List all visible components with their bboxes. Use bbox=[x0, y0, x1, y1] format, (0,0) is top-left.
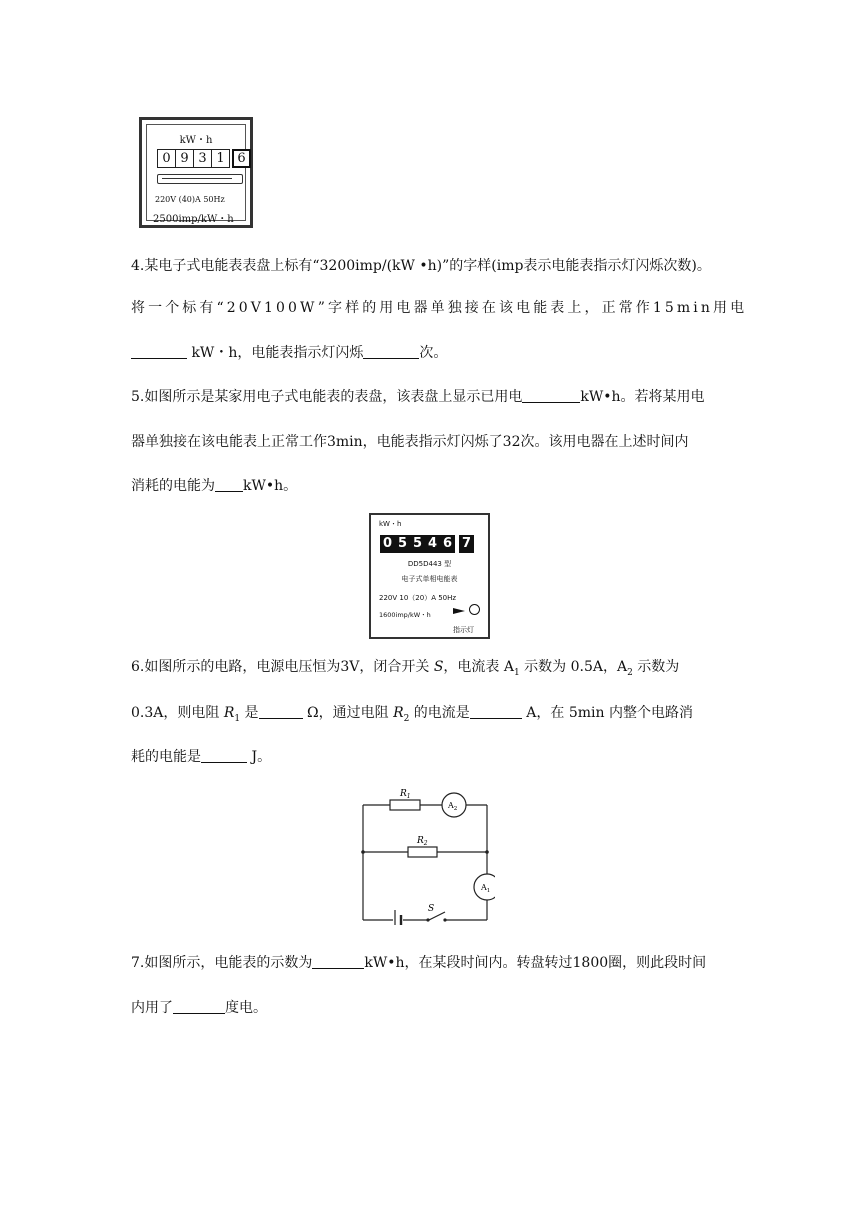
circuit-diagram bbox=[355, 785, 495, 925]
q5-text: 消耗的电能为 bbox=[131, 478, 215, 494]
meter-digit: 9 bbox=[175, 149, 194, 168]
q5-text: kW•h。若将某用电 bbox=[580, 389, 705, 405]
ammeter-a2-icon bbox=[442, 793, 466, 817]
q6-text: 6.如图所示的电路，电源电压恒为3V，闭合开关 bbox=[131, 659, 434, 675]
label-r2: $R_2$ bbox=[417, 836, 428, 847]
subscript: 2 bbox=[403, 713, 410, 724]
q6-text: Ω，通过电阻 bbox=[302, 705, 394, 721]
meter-rotor-window bbox=[157, 174, 243, 184]
energy-meter-mechanical bbox=[139, 117, 253, 228]
resistor-symbol: R bbox=[393, 705, 404, 721]
q6-line1 bbox=[131, 657, 679, 683]
label-r1: $R_1$ bbox=[400, 789, 411, 800]
meter-face bbox=[146, 124, 246, 225]
meter-name: 电子式单相电能表 bbox=[401, 575, 458, 583]
answer-blank[interactable] bbox=[173, 999, 225, 1014]
subscript: 2 bbox=[627, 667, 633, 678]
q7-text: 内用了 bbox=[131, 1000, 173, 1016]
q5-text: kW•h。 bbox=[243, 478, 298, 494]
meter-digit: 4 bbox=[425, 535, 440, 553]
q5-text: 5.如图所示是某家用电子式电能表的表盘，该表盘上显示已用电 bbox=[131, 389, 523, 405]
switch-contact bbox=[443, 918, 446, 921]
circuit-wires bbox=[363, 805, 487, 920]
meter-model: DD5D443 型 bbox=[407, 560, 452, 568]
q6-text: 是 bbox=[240, 705, 259, 721]
q7-text: 7.如图所示，电能表的示数为 bbox=[131, 955, 313, 971]
meter-unit: kW・h bbox=[379, 520, 402, 528]
q7-text: kW•h，在某段时间内。转盘转过1800圈，则此段时间 bbox=[364, 955, 707, 971]
label-a2: $A_2$ bbox=[448, 801, 458, 812]
meter-digits bbox=[157, 149, 250, 168]
q5-line3 bbox=[131, 476, 297, 496]
indicator-light-icon bbox=[469, 604, 480, 615]
q6-text: ，电流表 A bbox=[443, 659, 514, 675]
answer-blank[interactable] bbox=[522, 388, 580, 403]
meter-digit: 6 bbox=[440, 535, 455, 553]
energy-meter-electronic bbox=[369, 513, 490, 639]
q6-line2 bbox=[131, 703, 693, 729]
meter-spec: 220V (40)A 50Hz bbox=[155, 195, 225, 204]
meter-digit: 5 bbox=[395, 535, 410, 553]
switch-contact bbox=[426, 918, 429, 921]
q6-line3 bbox=[131, 747, 271, 767]
q7-line2 bbox=[131, 998, 267, 1018]
label-switch: S bbox=[428, 904, 435, 914]
meter-decimal-digit: 7 bbox=[459, 535, 474, 553]
junction-dot bbox=[361, 850, 365, 854]
answer-blank[interactable] bbox=[259, 704, 303, 719]
subscript: 1 bbox=[513, 667, 520, 678]
answer-blank[interactable] bbox=[131, 344, 187, 359]
resistor-r2 bbox=[408, 847, 437, 857]
meter-spec: 220V 10（20）A 50Hz bbox=[379, 594, 457, 602]
q5-line1 bbox=[131, 387, 705, 407]
q6-text: 示数为 bbox=[632, 659, 680, 675]
q4-line1: 4.某电子式电能表表盘上标有“3200imp/(kW •h)”的字样(imp表示电能表指示灯闪烁次数)。 bbox=[131, 258, 711, 274]
junction-dot bbox=[485, 850, 489, 854]
switch-symbol: S bbox=[433, 659, 444, 675]
meter-unit: kW・h bbox=[179, 135, 213, 146]
answer-blank[interactable] bbox=[215, 477, 243, 492]
q6-text: J。 bbox=[247, 749, 272, 765]
answer-blank[interactable] bbox=[470, 704, 522, 719]
q6-text: 的电流是 bbox=[409, 705, 470, 721]
meter-digit: 1 bbox=[211, 149, 230, 168]
label-a1: $A_1$ bbox=[481, 883, 491, 894]
meter-digit: 5 bbox=[410, 535, 425, 553]
q6-text: 耗的电能是 bbox=[131, 749, 201, 765]
answer-blank[interactable] bbox=[201, 748, 247, 763]
q6-text: 0.3A，则电阻 bbox=[131, 705, 224, 721]
q6-text: A，在 5min 内整个电路消 bbox=[521, 705, 693, 721]
meter-imp-rating: 1600imp/kW・h bbox=[379, 611, 431, 619]
q4-line2: 将一个标有“20V100W”字样的用电器单独接在该电能表上，正常作15min用电 bbox=[131, 300, 748, 316]
q4-text: 次。 bbox=[419, 345, 448, 361]
resistor-r1 bbox=[390, 800, 420, 810]
meter-decimal-digit: 6 bbox=[232, 149, 251, 168]
answer-blank[interactable] bbox=[312, 954, 364, 969]
q7-text: 度电。 bbox=[225, 1000, 267, 1016]
meter-digit: 0 bbox=[380, 535, 395, 553]
resistor-symbol: R bbox=[223, 705, 235, 721]
meter-digits bbox=[380, 535, 474, 553]
q5-line2: 器单独接在该电能表上正常工作3min，电能表指示灯闪烁了32次。该用电器在上述时间内 bbox=[131, 434, 689, 450]
q4-text: kW・h，电能表指示灯闪烁 bbox=[187, 345, 364, 361]
q4-line3 bbox=[131, 343, 447, 363]
arrow-icon bbox=[453, 608, 465, 614]
meter-imp-rating: 2500imp/kW・h bbox=[153, 214, 234, 225]
indicator-light-label: 指示灯 bbox=[453, 626, 474, 634]
subscript: 1 bbox=[234, 713, 241, 724]
meter-digit: 0 bbox=[157, 149, 176, 168]
q6-text: 示数为 0.5A，A bbox=[519, 659, 628, 675]
answer-blank[interactable] bbox=[363, 344, 419, 359]
q7-line1 bbox=[131, 953, 706, 973]
meter-digit: 3 bbox=[193, 149, 212, 168]
